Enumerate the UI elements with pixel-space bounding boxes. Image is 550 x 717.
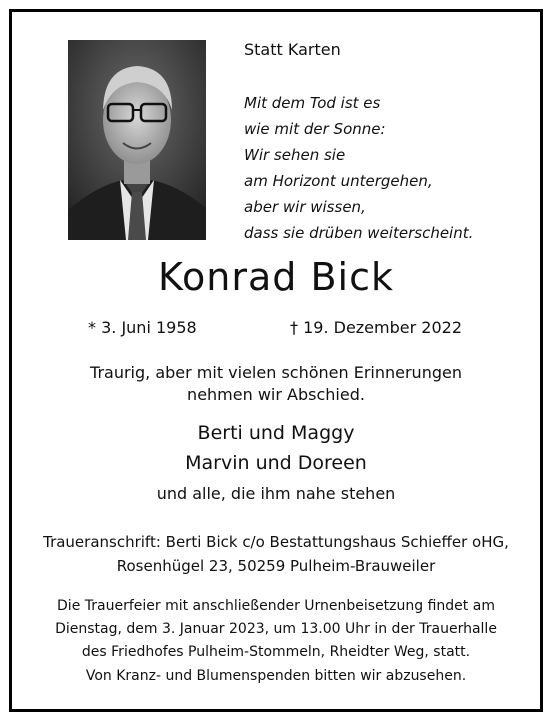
poem-line: dass sie drüben weiterscheint. [244,224,474,242]
portrait-image [68,40,206,240]
mourners-line-3: und alle, die ihm nahe stehen [156,484,396,503]
portrait-photo [68,40,206,240]
farewell-message [12,362,540,406]
address-line: Traueranschrift: Berti Bick c/o Bestattungshaus Schieffer oHG, [43,533,509,551]
mourning-address [12,530,540,578]
poem-line: wie mit der Sonne: [244,120,386,138]
funeral-line: des Friedhofes Pulheim-Stommeln, Rheidter Weg, statt. [81,644,471,660]
funeral-line: Die Trauerfeier mit anschließender Urnenbeisetzung findet am [57,598,495,614]
birth-date: * 3. Juni 1958 [88,318,197,337]
poem-line: Mit dem Tod ist es [244,94,381,112]
farewell-line: nehmen wir Abschied. [187,385,365,404]
mourners-line-1: Berti und Maggy [197,422,355,444]
poem-line: Wir sehen sie [244,146,346,164]
flowers-note: Von Kranz- und Blumenspenden bitten wir abzusehen. [85,668,467,684]
funeral-line: Dienstag, dem 3. Januar 2023, um 13.00 Uhr in der Trauerhalle [55,621,497,637]
mourners-line-2: Marvin und Doreen [185,452,367,474]
poem [244,90,473,246]
poem-line: aber wir wissen, [244,198,366,216]
poem-line: am Horizont untergehen, [244,172,433,190]
death-date: † 19. Dezember 2022 [290,318,462,337]
farewell-line: Traurig, aber mit vielen schönen Erinnerungen [90,363,462,382]
address-line: Rosenhügel 23, 50259 Pulheim-Brauweiler [116,557,436,575]
intro-heading: Statt Karten [244,40,341,59]
funeral-details [12,595,540,664]
deceased-name: Konrad Bick [158,255,394,299]
obituary-card [9,9,543,712]
